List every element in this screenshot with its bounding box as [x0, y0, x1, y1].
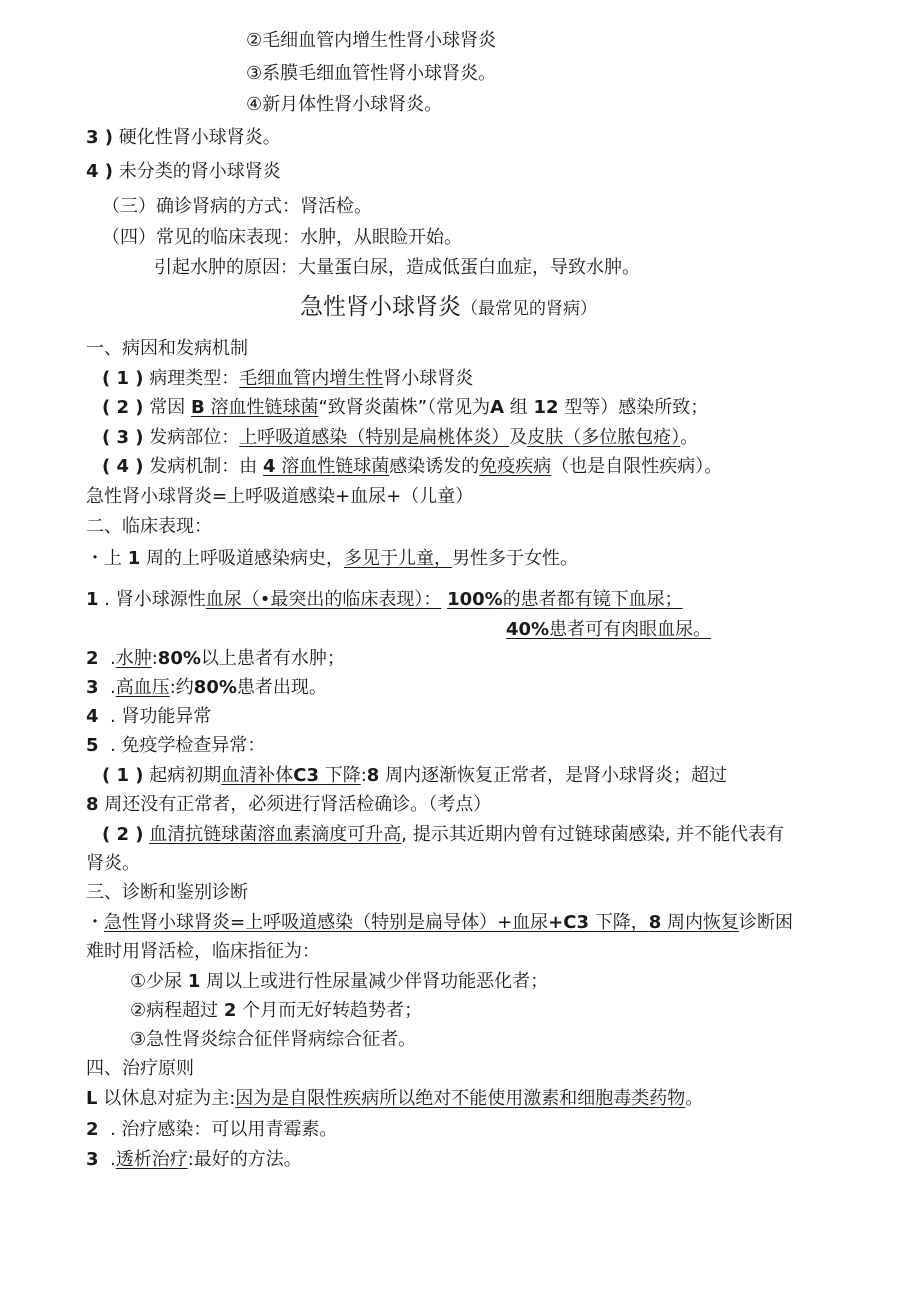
item-text: 感染诱发的	[389, 456, 480, 477]
item-text: 周以上或进行性尿量减少伴肾功能恶化者；	[206, 971, 549, 992]
item-text: ・上	[86, 548, 122, 569]
item-text: . 治疗感染：可以用青霉素。	[109, 1119, 338, 1140]
item-underline: 因为是自限性疾病所以绝对不能使用激素和细胞毒类药物	[235, 1088, 686, 1109]
item-text: :	[360, 765, 367, 786]
item-text: , 提示其近期内曾有过链球菌感染, 并不能代表有	[401, 824, 785, 845]
treatment-item-1	[86, 1087, 703, 1111]
section-heading-treatment: 四、治疗原则	[86, 1058, 194, 1079]
item-text: 诊断困	[739, 912, 793, 933]
item-text: .	[109, 648, 116, 669]
etiology-item-4	[102, 455, 722, 479]
page-title	[300, 292, 597, 324]
item-underline: 溶血性链球菌	[210, 397, 319, 418]
item-text: 。	[685, 1088, 704, 1109]
item-number: ( 1 )	[102, 765, 144, 786]
item-text: 80%	[157, 648, 201, 669]
item-text: 及	[509, 427, 528, 448]
item-underline: 的患者都有镜下血尿；	[502, 589, 683, 610]
item-underline: 血清补体	[221, 765, 294, 786]
item-underline: 上呼吸道感染（特别是扁桃体炎）	[239, 427, 510, 448]
immunology-item-1	[102, 764, 727, 788]
item-underline: C3	[293, 765, 319, 786]
bullet: ・	[86, 912, 104, 933]
item-text: :约	[169, 677, 194, 698]
item-number: 1	[86, 589, 99, 610]
item-text: A	[490, 397, 505, 418]
item-number: 4 )	[86, 161, 114, 182]
item-text: 个月而无好转趋势者；	[242, 1000, 423, 1021]
item-underline: +C3	[548, 912, 589, 933]
section-heading-etiology: 一、病因和发病机制	[86, 338, 248, 359]
immunology-item-2	[102, 823, 784, 847]
diagnosis-line	[86, 911, 793, 935]
item-text: 硬化性肾小球肾炎。	[118, 127, 281, 148]
criteria-1	[130, 970, 548, 994]
item-text: .	[109, 677, 116, 698]
item-underline: 患者可有肉眼血尿。	[549, 619, 712, 640]
section-heading-diagnosis: 三、诊断和鉴别诊断	[86, 882, 248, 903]
treatment-item-3	[86, 1148, 302, 1172]
item-underline: 急性肾小球肾炎=上呼吸道感染（特别是扁导体）+血尿	[104, 912, 549, 933]
item-underline: 周内恢复	[667, 912, 739, 933]
item-text: 组	[509, 397, 528, 418]
clinical-item-3	[86, 676, 327, 700]
clinical-item-1-cont	[506, 618, 711, 642]
item-text: . 免疫学检查异常：	[109, 735, 266, 756]
item-number: 3	[86, 1149, 99, 1170]
subtype-item-2: ②毛细血管内增生性肾小球肾炎	[246, 30, 497, 51]
item-underline: 40%	[506, 619, 550, 640]
diagnosis-method: （三）确诊肾病的方式：肾活检。	[102, 196, 372, 217]
item-number: 5	[86, 735, 99, 756]
item-underline: 透析治疗	[115, 1149, 188, 1170]
item-underline: 4	[262, 456, 276, 477]
item-text: 肾小球肾炎	[383, 368, 474, 389]
item-text: . 肾功能异常	[109, 706, 212, 727]
item-text: 周的上呼吸道感染病史，	[146, 548, 344, 569]
item-number: L	[86, 1088, 98, 1109]
item-text: 发病机制：由	[149, 456, 258, 477]
item-underline: 下降，	[594, 912, 649, 933]
item-underline: 100%	[447, 589, 503, 610]
item-text: 80%	[193, 677, 237, 698]
item-text: :最好的方法。	[187, 1149, 302, 1170]
item-number: 3 )	[86, 127, 114, 148]
item-number: 3	[86, 677, 99, 698]
item-text: 男性多于女性。	[452, 548, 578, 569]
item-text: 1	[187, 971, 201, 992]
etiology-item-1	[102, 367, 473, 391]
item-text: 2	[223, 1000, 237, 1021]
item-text: 型等）感染所致；	[564, 397, 709, 418]
item-number: ( 3 )	[102, 427, 144, 448]
item-underline: 血清抗链球菌溶血素滴度可升高	[149, 824, 402, 845]
item-text: 。	[680, 427, 699, 448]
diagnosis-line-cont: 难时用肾活检，临床指征为：	[86, 941, 320, 962]
item-underline: 水肿	[115, 648, 152, 669]
item-text: :	[151, 648, 158, 669]
item-underline: 多见于儿童，	[344, 548, 452, 569]
item-underline: 毛细血管内增生性	[239, 368, 384, 389]
item-underline: 高血压	[115, 677, 170, 698]
item-underline: 8	[648, 912, 662, 933]
item-underline: 皮肤（多位脓包疮）	[527, 427, 681, 448]
item-number: ( 1 )	[102, 368, 144, 389]
clinical-presentation: （四）常见的临床表现：水肿，从眼睑开始。	[102, 227, 462, 248]
formula-line: 急性肾小球肾炎=上呼吸道感染+血尿+（儿童）	[86, 486, 474, 507]
type-item-4	[86, 160, 281, 184]
item-text: 患者出现。	[236, 677, 327, 698]
treatment-item-2	[86, 1118, 337, 1142]
item-text: 周还没有正常者，必须进行肾活检确诊。（考点）	[104, 794, 492, 815]
item-underline: 下降	[324, 765, 361, 786]
item-text: “致肾炎菌株”（常见为	[318, 397, 491, 418]
subtype-item-3: ③系膜毛细血管性肾小球肾炎。	[246, 63, 497, 84]
item-number: ( 4 )	[102, 456, 144, 477]
item-text: 1	[127, 548, 141, 569]
item-text: ①少尿	[130, 971, 183, 992]
item-number: 2	[86, 1119, 99, 1140]
clinical-item-4	[86, 705, 211, 729]
title-main: 急性肾小球肾炎	[300, 294, 461, 320]
item-underline: 免疫疾病	[479, 456, 552, 477]
clinical-item-5	[86, 734, 265, 758]
item-text: 病理类型：	[149, 368, 240, 389]
criteria-2	[130, 999, 422, 1023]
etiology-item-3	[102, 426, 698, 450]
criteria-3: ③急性肾炎综合征伴肾病综合征者。	[130, 1029, 417, 1050]
item-number: ( 2 )	[102, 397, 144, 418]
item-text: 周内逐渐恢复正常者，是肾小球肾炎；超过	[385, 765, 728, 786]
item-number: ( 2 )	[102, 824, 144, 845]
clinical-item-2	[86, 647, 345, 671]
item-text: 常因	[149, 397, 186, 418]
item-underline: 溶血性链球菌	[281, 456, 390, 477]
immunology-item-1-cont	[86, 793, 491, 817]
subtype-item-4: ④新月体性肾小球肾炎。	[246, 94, 443, 115]
clinical-item-1	[86, 588, 683, 612]
item-text: .	[109, 1149, 116, 1170]
item-text: 以休息对症为主:	[103, 1088, 236, 1109]
history-line	[86, 547, 578, 571]
item-text: 以上患者有水肿；	[200, 648, 345, 669]
title-sub: （最常见的肾病）	[461, 299, 597, 319]
item-text: 12	[533, 397, 559, 418]
item-underline: 血尿（•最突出的临床表现）：	[205, 589, 442, 610]
item-text: 起病初期	[149, 765, 222, 786]
item-text: ②病程超过	[130, 1000, 219, 1021]
item-number: 4	[86, 706, 99, 727]
immunology-item-2-cont: 肾炎。	[86, 853, 140, 874]
item-text: 8	[366, 765, 380, 786]
item-text: （也是自限性疾病）。	[551, 456, 723, 477]
section-heading-clinical: 二、临床表现：	[86, 516, 212, 537]
item-number: 2	[86, 648, 99, 669]
item-text: 8	[86, 794, 99, 815]
etiology-item-2	[102, 396, 708, 420]
item-text: 发病部位：	[149, 427, 240, 448]
edema-cause: 引起水肿的原因：大量蛋白尿，造成低蛋白血症，导致水肿。	[154, 257, 640, 278]
item-text: 未分类的肾小球肾炎	[118, 161, 281, 182]
item-underline: B	[190, 397, 205, 418]
type-item-3	[86, 126, 281, 150]
item-text: . 肾小球源性	[104, 589, 206, 610]
